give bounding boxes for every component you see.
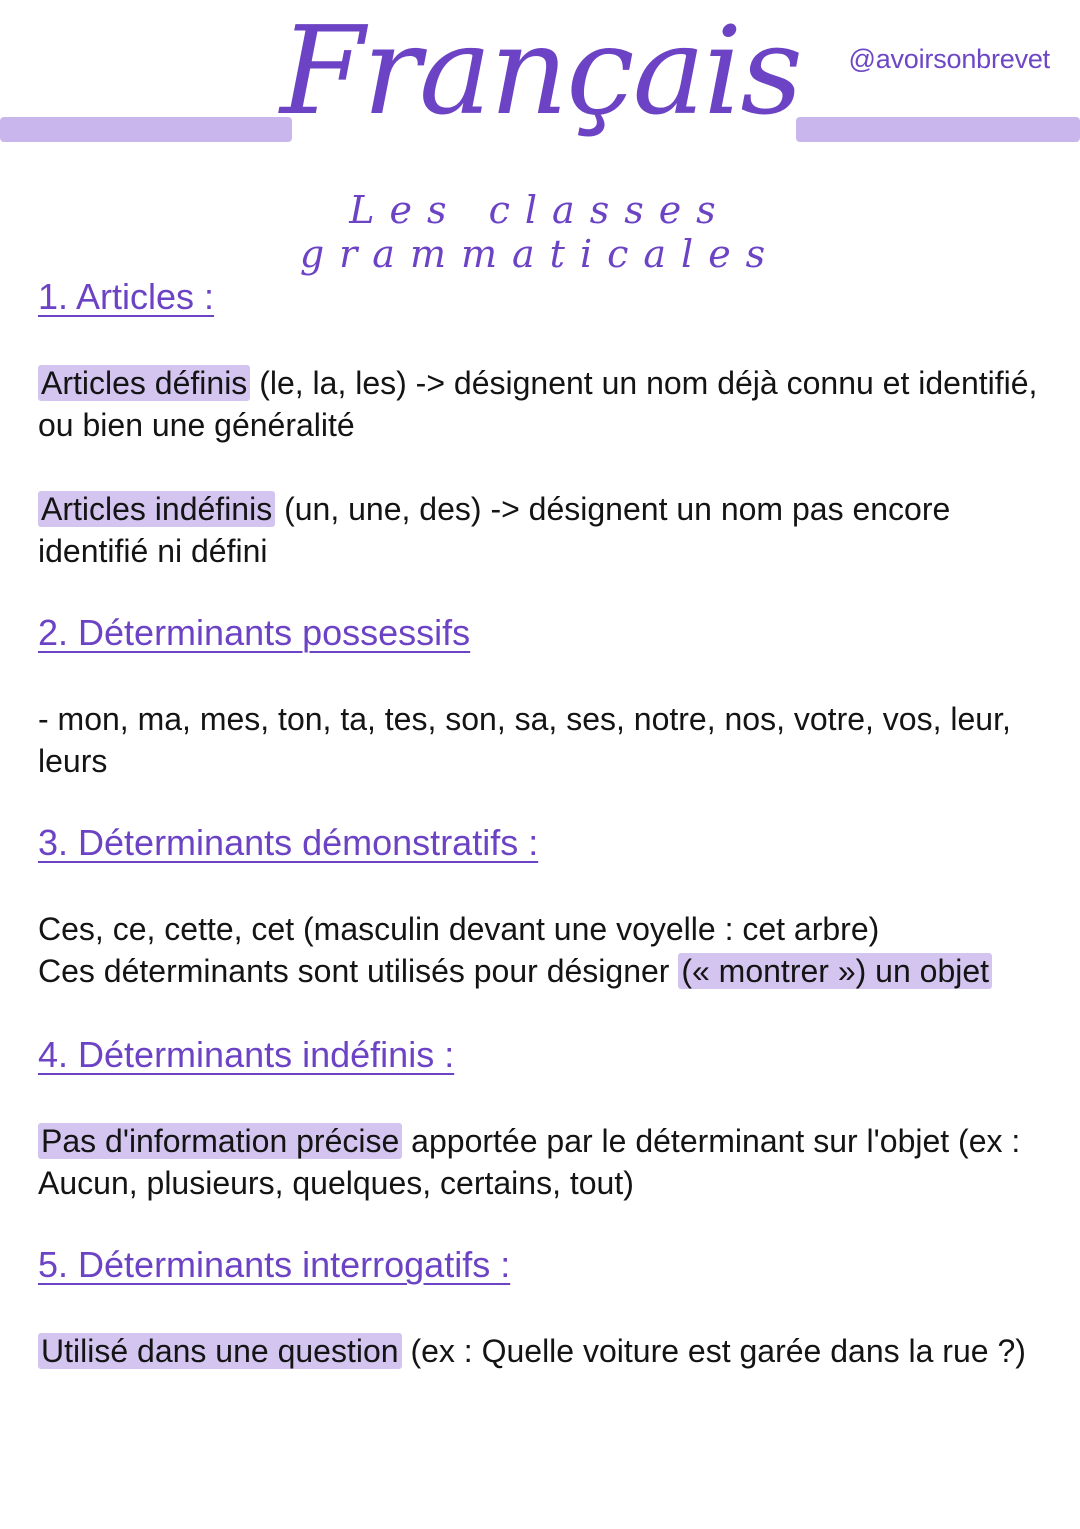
paragraph-demonstratifs: [38, 908, 1048, 992]
highlight-text: Pas d'information précise: [38, 1123, 402, 1159]
section-title-possessifs: 2. Déterminants possessifs: [38, 612, 471, 653]
section-title-demonstratifs: 3. Déterminants démonstratifs :: [38, 822, 539, 863]
paragraph-interrogatifs: [38, 1330, 1048, 1372]
paragraph-text: (un, une, des) -> désignent un nom pas encore identifié ni défini: [38, 491, 951, 569]
paragraph-line: Ces, ce, cette, cet (masculin devant une voyelle : cet arbre): [38, 911, 880, 947]
paragraph-text: - mon, ma, mes, ton, ta, tes, son, sa, ses, notre, nos, votre, vos, leur, leurs: [38, 701, 1011, 779]
highlight-text: Utilisé dans une question: [38, 1333, 402, 1369]
section-title-indefinis: 4. Déterminants indéfinis :: [38, 1034, 455, 1075]
section-title-interrogatifs: 5. Déterminants interrogatifs :: [38, 1244, 511, 1285]
decorative-bar-right: [796, 117, 1080, 142]
section-title-articles: 1. Articles :: [38, 276, 215, 317]
paragraph-line: Ces déterminants sont utilisés pour désigner: [38, 953, 679, 989]
highlight-text: (« montrer ») un objet: [678, 953, 992, 989]
highlight-text: Articles indéfinis: [38, 491, 275, 527]
instagram-handle: @avoirsonbrevet: [848, 44, 1050, 74]
highlight-text: Articles définis: [38, 365, 250, 401]
page-title: Français: [280, 0, 801, 142]
paragraph-text: (ex : Quelle voiture est garée dans la rue ?): [401, 1333, 1026, 1369]
page-subtitle: Les classes grammaticales: [299, 188, 781, 276]
paragraph-articles-definis: [38, 362, 1048, 446]
paragraph-text: apportée par le déterminant sur l'objet (ex : Aucun, plusieurs, quelques, certains, tout): [38, 1123, 1021, 1201]
paragraph-possessifs: [38, 698, 1048, 782]
decorative-bar-left: [0, 117, 292, 142]
paragraph-text: (le, la, les) -> désignent un nom déjà connu et identifié, ou bien une généralité: [38, 365, 1038, 443]
paragraph-articles-indefinis: [38, 488, 1048, 572]
paragraph-indefinis: [38, 1120, 1048, 1204]
